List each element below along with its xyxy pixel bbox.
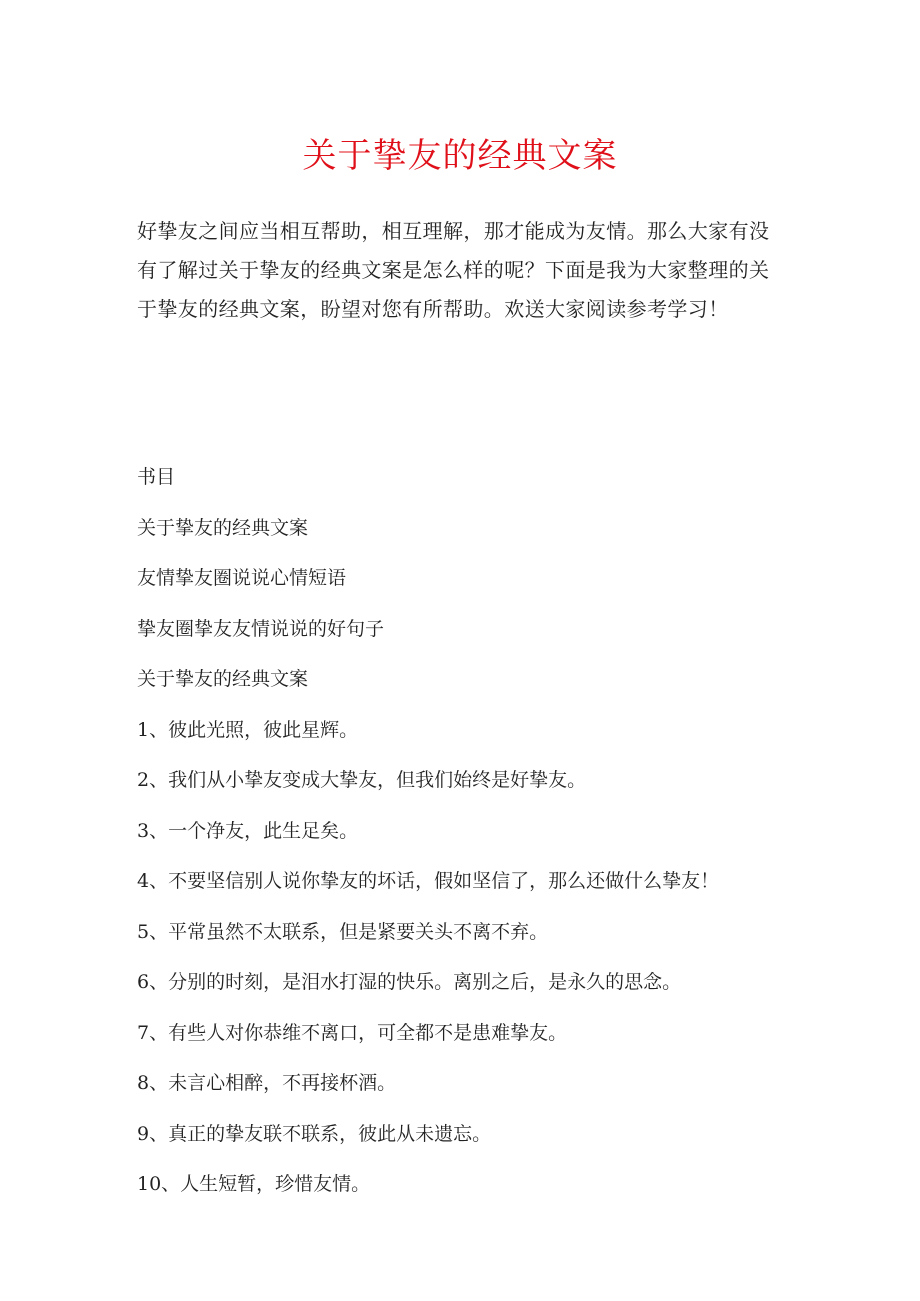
toc-item: 挚友圈挚友友情说说的好句子 bbox=[137, 617, 385, 640]
toc-item: 关于挚友的经典文案 bbox=[137, 516, 309, 539]
toc-heading: 书目 bbox=[137, 466, 176, 488]
list-item: 10、人生短暂，珍惜友情。 bbox=[137, 1173, 371, 1195]
list-item: 2、我们从小挚友变成大挚友，但我们始终是好挚友。 bbox=[137, 769, 587, 791]
list-item: 1、彼此光照，彼此星辉。 bbox=[137, 718, 359, 741]
list-item: 4、不要坚信别人说你挚友的坏话，假如坚信了，那么还做什么挚友！ bbox=[137, 870, 720, 892]
section-heading: 关于挚友的经典文案 bbox=[137, 668, 309, 690]
list-item: 5、平常虽然不太联系，但是紧要关头不离不弃。 bbox=[137, 920, 549, 943]
content-lines bbox=[137, 459, 817, 1217]
list-item: 9、真正的挚友联不联系，彼此从未遗忘。 bbox=[137, 1122, 492, 1145]
list-item: 3、一个净友，此生足矣。 bbox=[137, 819, 359, 842]
list-item: 6、分别的时刻，是泪水打湿的快乐。离别之后，是永久的思念。 bbox=[137, 971, 682, 993]
list-item: 7、有些人对你恭维不离口，可全都不是患难挚友。 bbox=[137, 1021, 568, 1044]
toc-item: 友情挚友圈说说心情短语 bbox=[137, 567, 347, 589]
list-item: 8、未言心相醉，不再接杯酒。 bbox=[137, 1072, 397, 1094]
document-title: 关于挚友的经典文案 bbox=[302, 136, 618, 176]
intro-paragraph: 好挚友之间应当相互帮助，相互理解，那才能成为友情。那么大家有没有了解过关于挚友的经典文案是怎么样的呢？下面是我为大家整理的关于挚友的经典文案，盼望对您有所帮助。欢送大家阅读参考学习！ bbox=[137, 219, 770, 321]
